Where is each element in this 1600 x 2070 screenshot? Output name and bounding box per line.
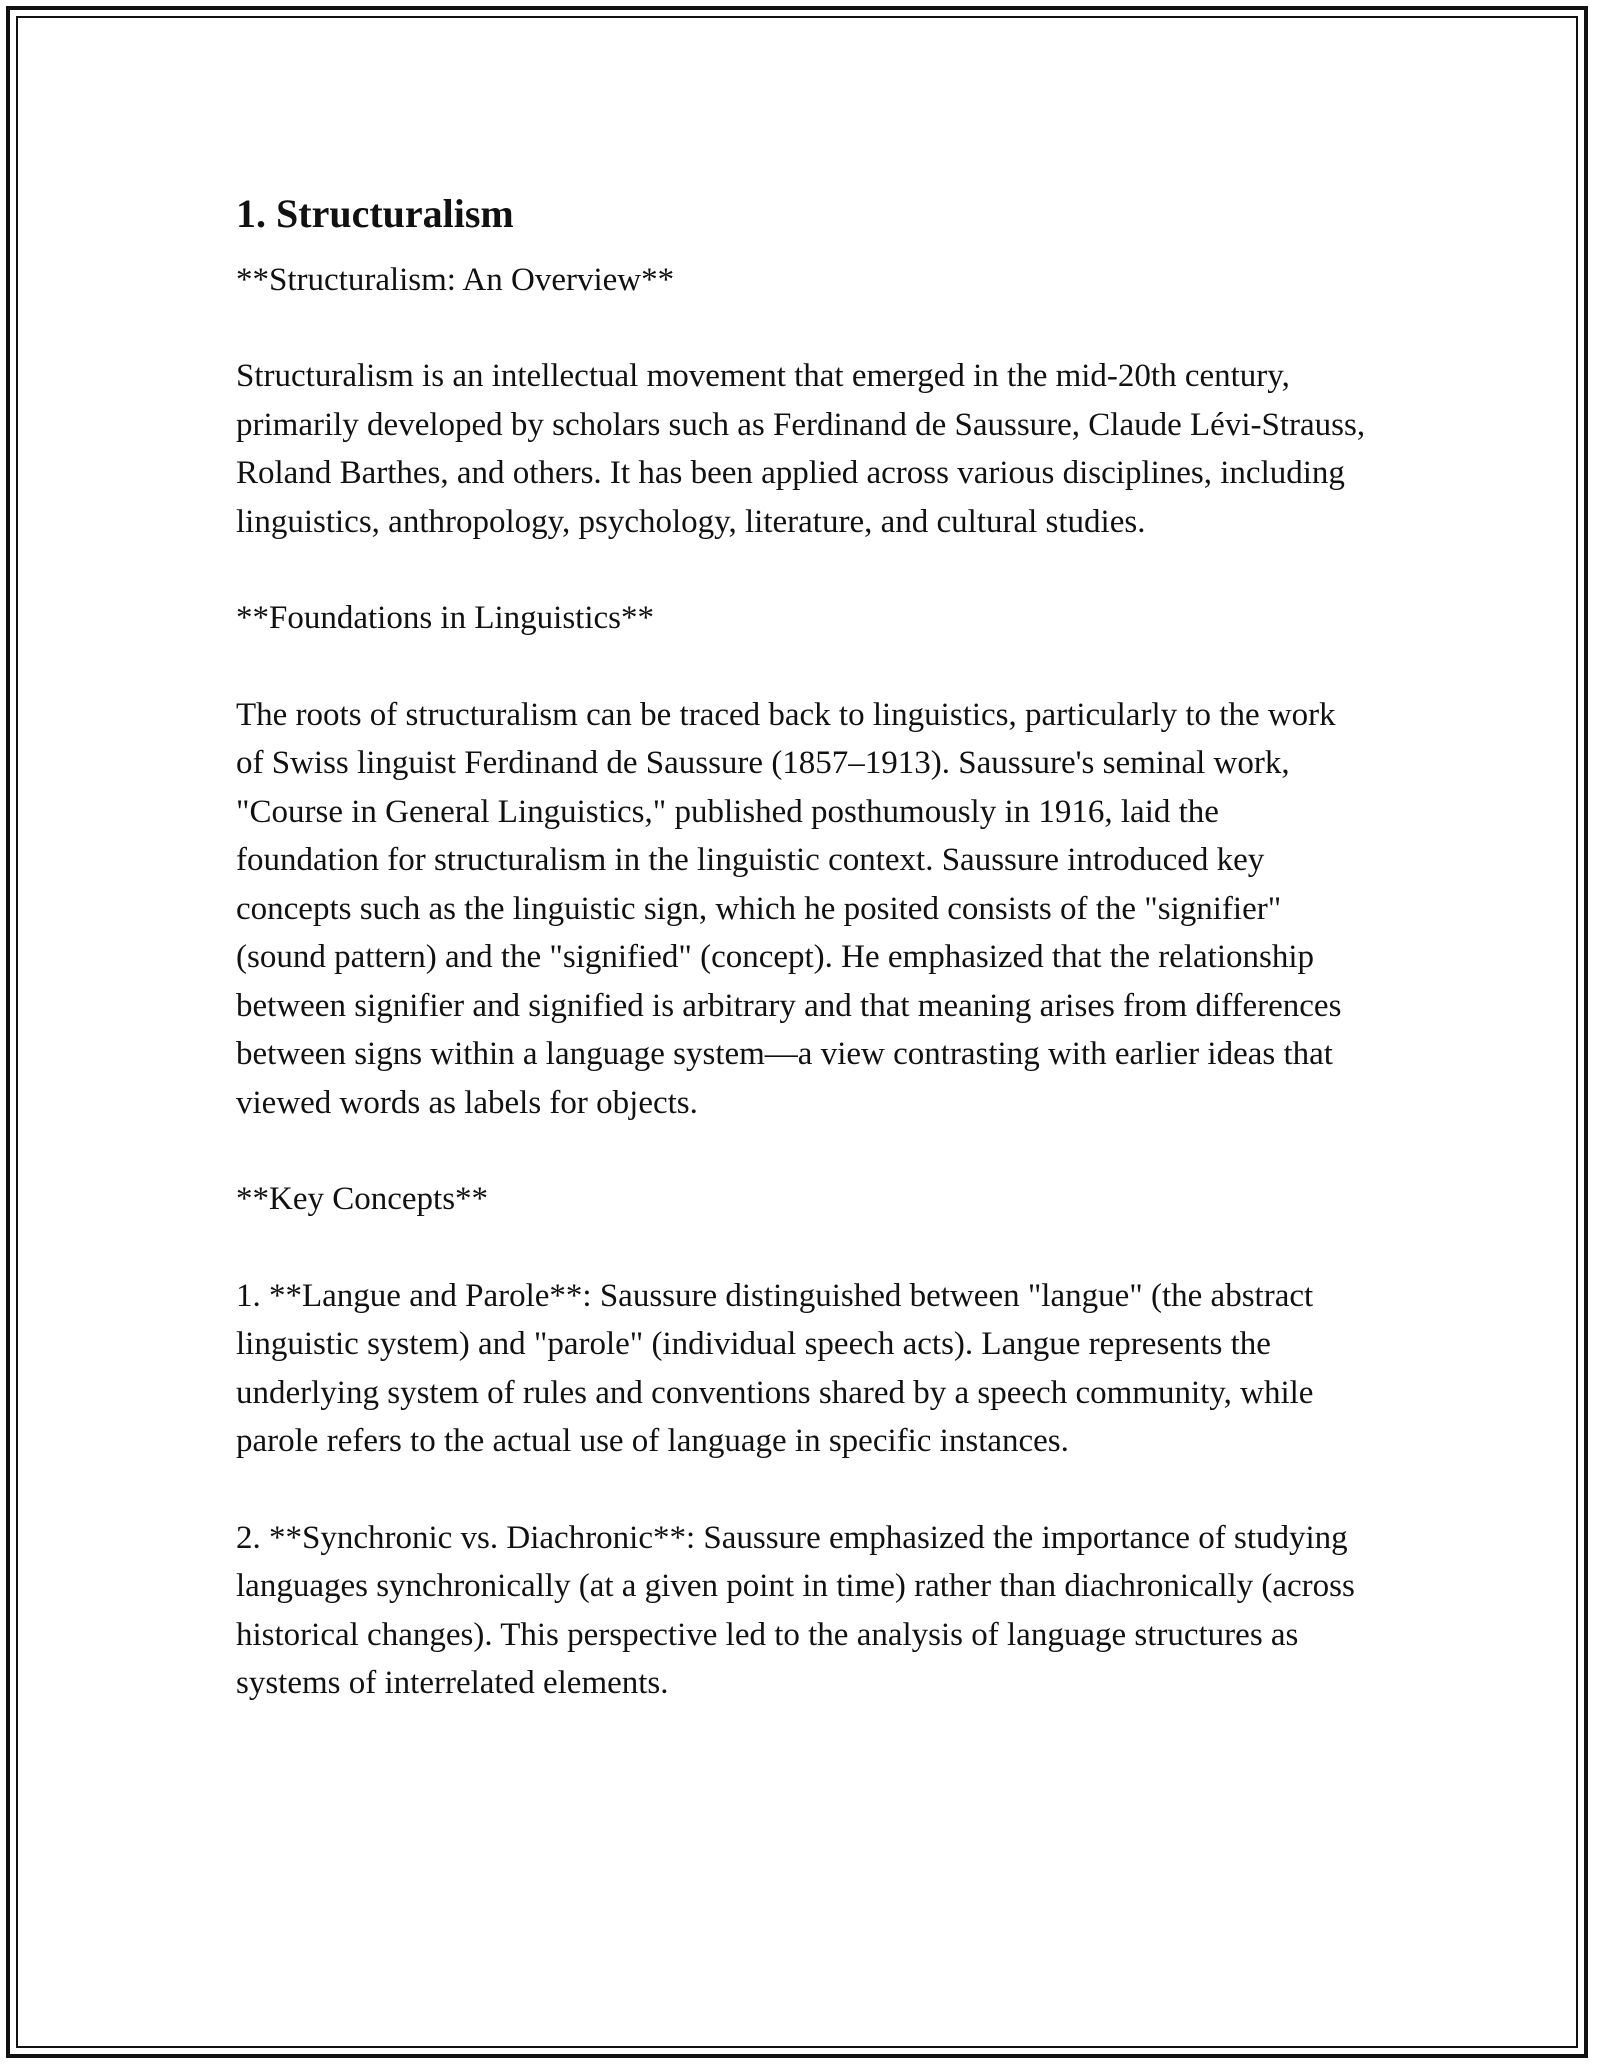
concept-synchronic-diachronic: 2. **Synchronic vs. Diachronic**: Saussure emphasized the importance of studying languages synchronically (at a given point in time) rather than diachronically (across historical changes). This perspective led to the analysis of language structures as systems of interrelated elements.	[236, 1519, 1355, 1701]
concept-langue-parole: 1. **Langue and Parole**: Saussure distinguished between "langue" (the abstract linguistic system) and "parole" (individual speech acts). Langue represents the underlying system of rules and conventions shared by a speech community, while parole refers to the actual use of language in specific instances.	[236, 1277, 1314, 1459]
foundations-heading: **Foundations in Linguistics**	[236, 600, 655, 636]
overview-heading: **Structuralism: An Overview**	[236, 262, 675, 298]
key-concepts-heading: **Key Concepts**	[236, 1181, 489, 1217]
overview-paragraph: Structuralism is an intellectual movement that emerged in the mid-20th century, primarily developed by scholars such as Ferdinand de Saussure, Claude Lévi-Strauss, Roland Barthes, and others. It has been applied across various disciplines, including linguistics, anthropology, psychology, literature, and cultural studies.	[236, 358, 1366, 540]
document-body	[236, 186, 1366, 1708]
section-title: 1. Structuralism	[236, 191, 514, 236]
foundations-paragraph: The roots of structuralism can be traced back to linguistics, particularly to the work of Swiss linguist Ferdinand de Saussure (1857–1913). Saussure's seminal work, "Course in General Linguistics," published posthumously in 1916, laid the foundation for structuralism in the linguistic context. Saussure introduced key concepts such as the linguistic sign, which he posited consists of the "signifier" (sound pattern) and the "signified" (concept). He emphasized that the relationship between signifier and signified is arbitrary and that meaning arises from differences between signs within a language system—a view contrasting with earlier ideas that viewed words as labels for objects.	[236, 696, 1342, 1121]
